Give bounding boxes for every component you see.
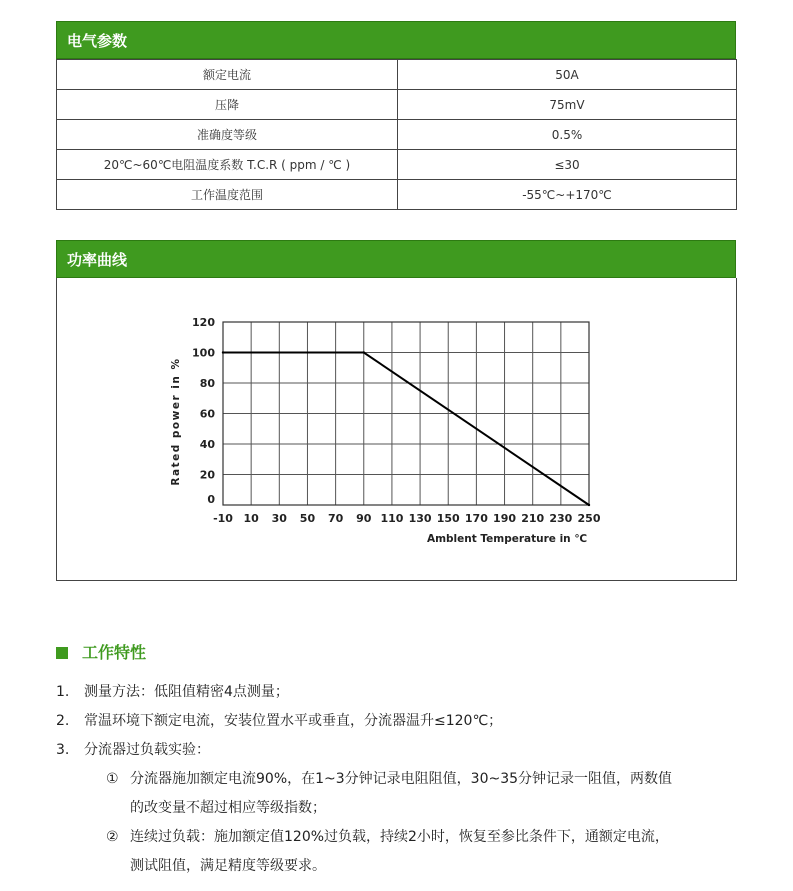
param-value-cell: -55℃~+170℃	[398, 180, 737, 210]
y-tick-label: 20	[199, 468, 215, 482]
sub-item	[56, 767, 756, 796]
table-row	[57, 90, 737, 120]
features-list	[56, 680, 756, 883]
table-row	[57, 180, 737, 210]
y-axis-label: Rated power in %	[170, 357, 182, 486]
electric-params-table	[56, 59, 737, 210]
x-tick-label: 150	[436, 512, 460, 525]
circled-number: ②	[106, 829, 119, 845]
list-text: 常温环境下额定电流，安装位置水平或垂直，分流器温升≤120℃；	[84, 713, 503, 729]
x-tick-label: 10	[243, 512, 259, 525]
y-tick-label: 80	[199, 377, 215, 390]
x-tick-label: 90	[356, 512, 372, 525]
electric-params-title: 电气参数	[67, 32, 128, 50]
x-tick-label: 70	[327, 512, 344, 525]
list-number: 1.	[56, 684, 70, 700]
x-tick-label: 110	[380, 512, 404, 525]
features-title: 工作特性	[82, 643, 147, 662]
x-tick-label: 50	[299, 512, 316, 525]
param-name-cell: 压降	[57, 90, 398, 120]
series-line	[223, 353, 589, 506]
table-row	[57, 60, 737, 90]
list-item	[56, 680, 756, 709]
sub-item	[56, 825, 756, 854]
data-point	[222, 351, 224, 353]
param-name-cell: 工作温度范围	[57, 180, 398, 210]
power-curve-title: 功率曲线	[67, 251, 128, 269]
table-row	[57, 120, 737, 150]
param-value-cell: 0.5%	[398, 120, 737, 150]
green-square-icon	[56, 647, 68, 659]
power-curve-chart-box	[56, 278, 737, 581]
param-value-cell: 50A	[398, 60, 737, 90]
sub-item-text: 分流器施加额定电流90%，在1~3分钟记录电阻阻值，30~35分钟记录一阻值，两数值	[130, 771, 673, 787]
x-tick-label: 210	[521, 512, 545, 525]
sub-item-text: 的改变量不超过相应等级指数；	[130, 800, 326, 816]
x-tick-label: 170	[464, 512, 488, 525]
circled-number: ①	[106, 771, 119, 787]
electric-params-header	[56, 21, 736, 59]
data-point	[363, 351, 365, 353]
sub-item-continuation	[56, 796, 756, 825]
table-row	[57, 150, 737, 180]
param-value-cell: 75mV	[398, 90, 737, 120]
x-tick-label: 30	[271, 512, 287, 525]
sub-item-text: 连续过负载：施加额定值120%过负载，持续2小时，恢复至参比条件下，通额定电流，	[130, 829, 669, 845]
x-tick-label: 190	[493, 512, 517, 525]
list-item	[56, 709, 756, 738]
param-name-cell: 20℃~60℃电阻温度系数 T.C.R ( ppm / ℃ )	[57, 150, 398, 180]
power-curve-chart	[57, 278, 736, 580]
y-tick-label: 120	[192, 316, 215, 329]
x-tick-label: -10	[213, 512, 233, 525]
x-tick-label: 130	[408, 512, 432, 525]
param-name-cell: 准确度等级	[57, 120, 398, 150]
param-value-cell: ≤30	[398, 150, 737, 180]
y-tick-label: 60	[199, 407, 215, 421]
x-tick-label: 250	[577, 512, 601, 525]
list-text: 分流器过负载实验：	[84, 742, 210, 758]
x-tick-label: 230	[549, 512, 573, 525]
param-name-cell: 额定电流	[57, 60, 398, 90]
sub-item-text: 测试阻值，满足精度等级要求。	[130, 858, 326, 874]
list-number: 2.	[56, 713, 70, 729]
list-text: 测量方法：低阻值精密4点测量；	[84, 684, 289, 700]
list-number: 3.	[56, 742, 70, 758]
power-curve-header	[56, 240, 736, 278]
list-item	[56, 738, 756, 767]
y-tick-label: 100	[192, 346, 215, 360]
x-axis-label: Amblent Temperature in ℃	[426, 533, 588, 545]
features-heading	[56, 640, 146, 662]
y-tick-label: 0	[207, 493, 215, 506]
y-tick-label: 40	[199, 438, 215, 451]
data-point	[588, 504, 590, 506]
sub-item-continuation	[56, 854, 756, 883]
